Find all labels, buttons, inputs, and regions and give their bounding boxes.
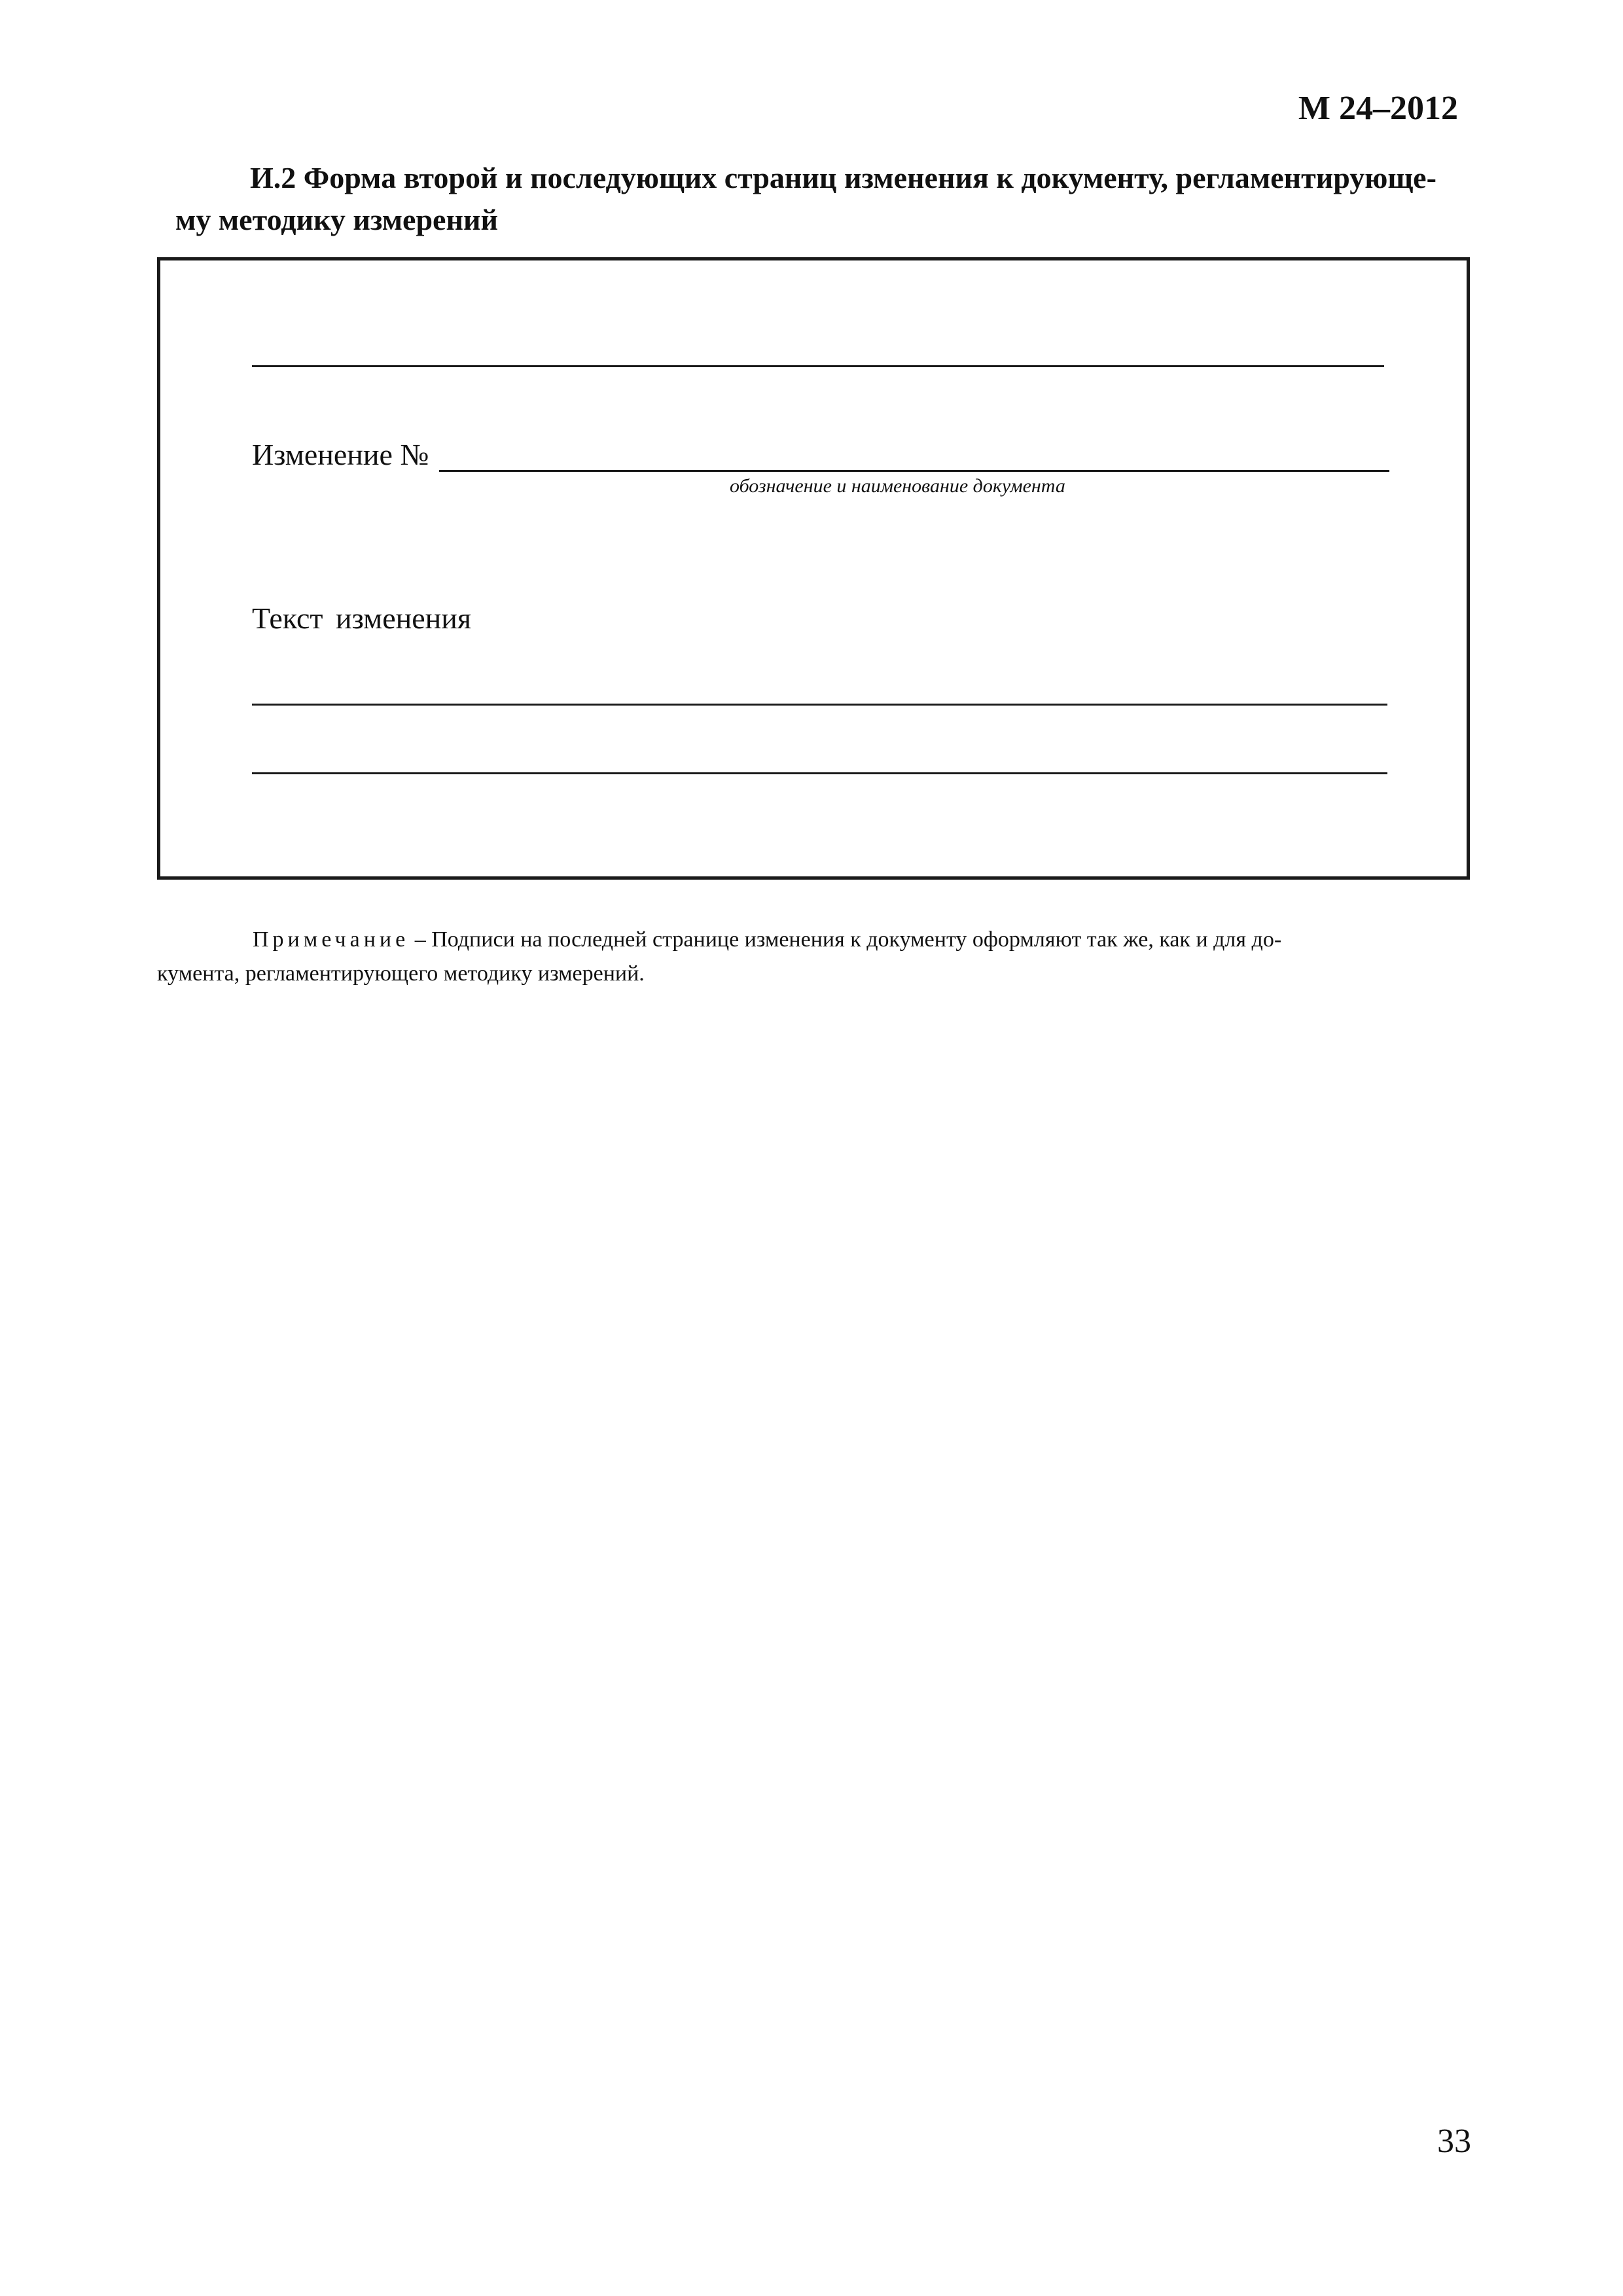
document-title-blank-line — [252, 365, 1384, 367]
section-heading-line-2: му методику измерений — [175, 203, 498, 236]
change-text-label: Текст изменения — [252, 601, 472, 635]
change-text-blank-line-1 — [252, 704, 1387, 706]
document-code: М 24–2012 — [1298, 90, 1458, 127]
section-heading — [175, 157, 1470, 241]
note-line-1-text: – Подписи на последней странице изменения к документу оформляют так же, как и для до- — [409, 927, 1282, 952]
change-text-blank-line-2 — [252, 772, 1387, 774]
note-line-2: кумента, регламентирующего методику измерений. — [157, 961, 645, 986]
note-term: Примечание — [253, 927, 410, 952]
note-paragraph — [157, 923, 1436, 991]
note-line-1 — [157, 923, 1436, 957]
designation-caption: обозначение и наименование документа — [730, 475, 1065, 497]
form-frame — [157, 257, 1470, 880]
change-number-label: Изменение № — [252, 438, 429, 471]
change-designation-blank-line — [439, 470, 1389, 472]
section-heading-line-1: И.2 Форма второй и последующих страниц изменения к документу, регламентирующе- — [250, 161, 1436, 194]
page-number: 33 — [1437, 2123, 1471, 2160]
